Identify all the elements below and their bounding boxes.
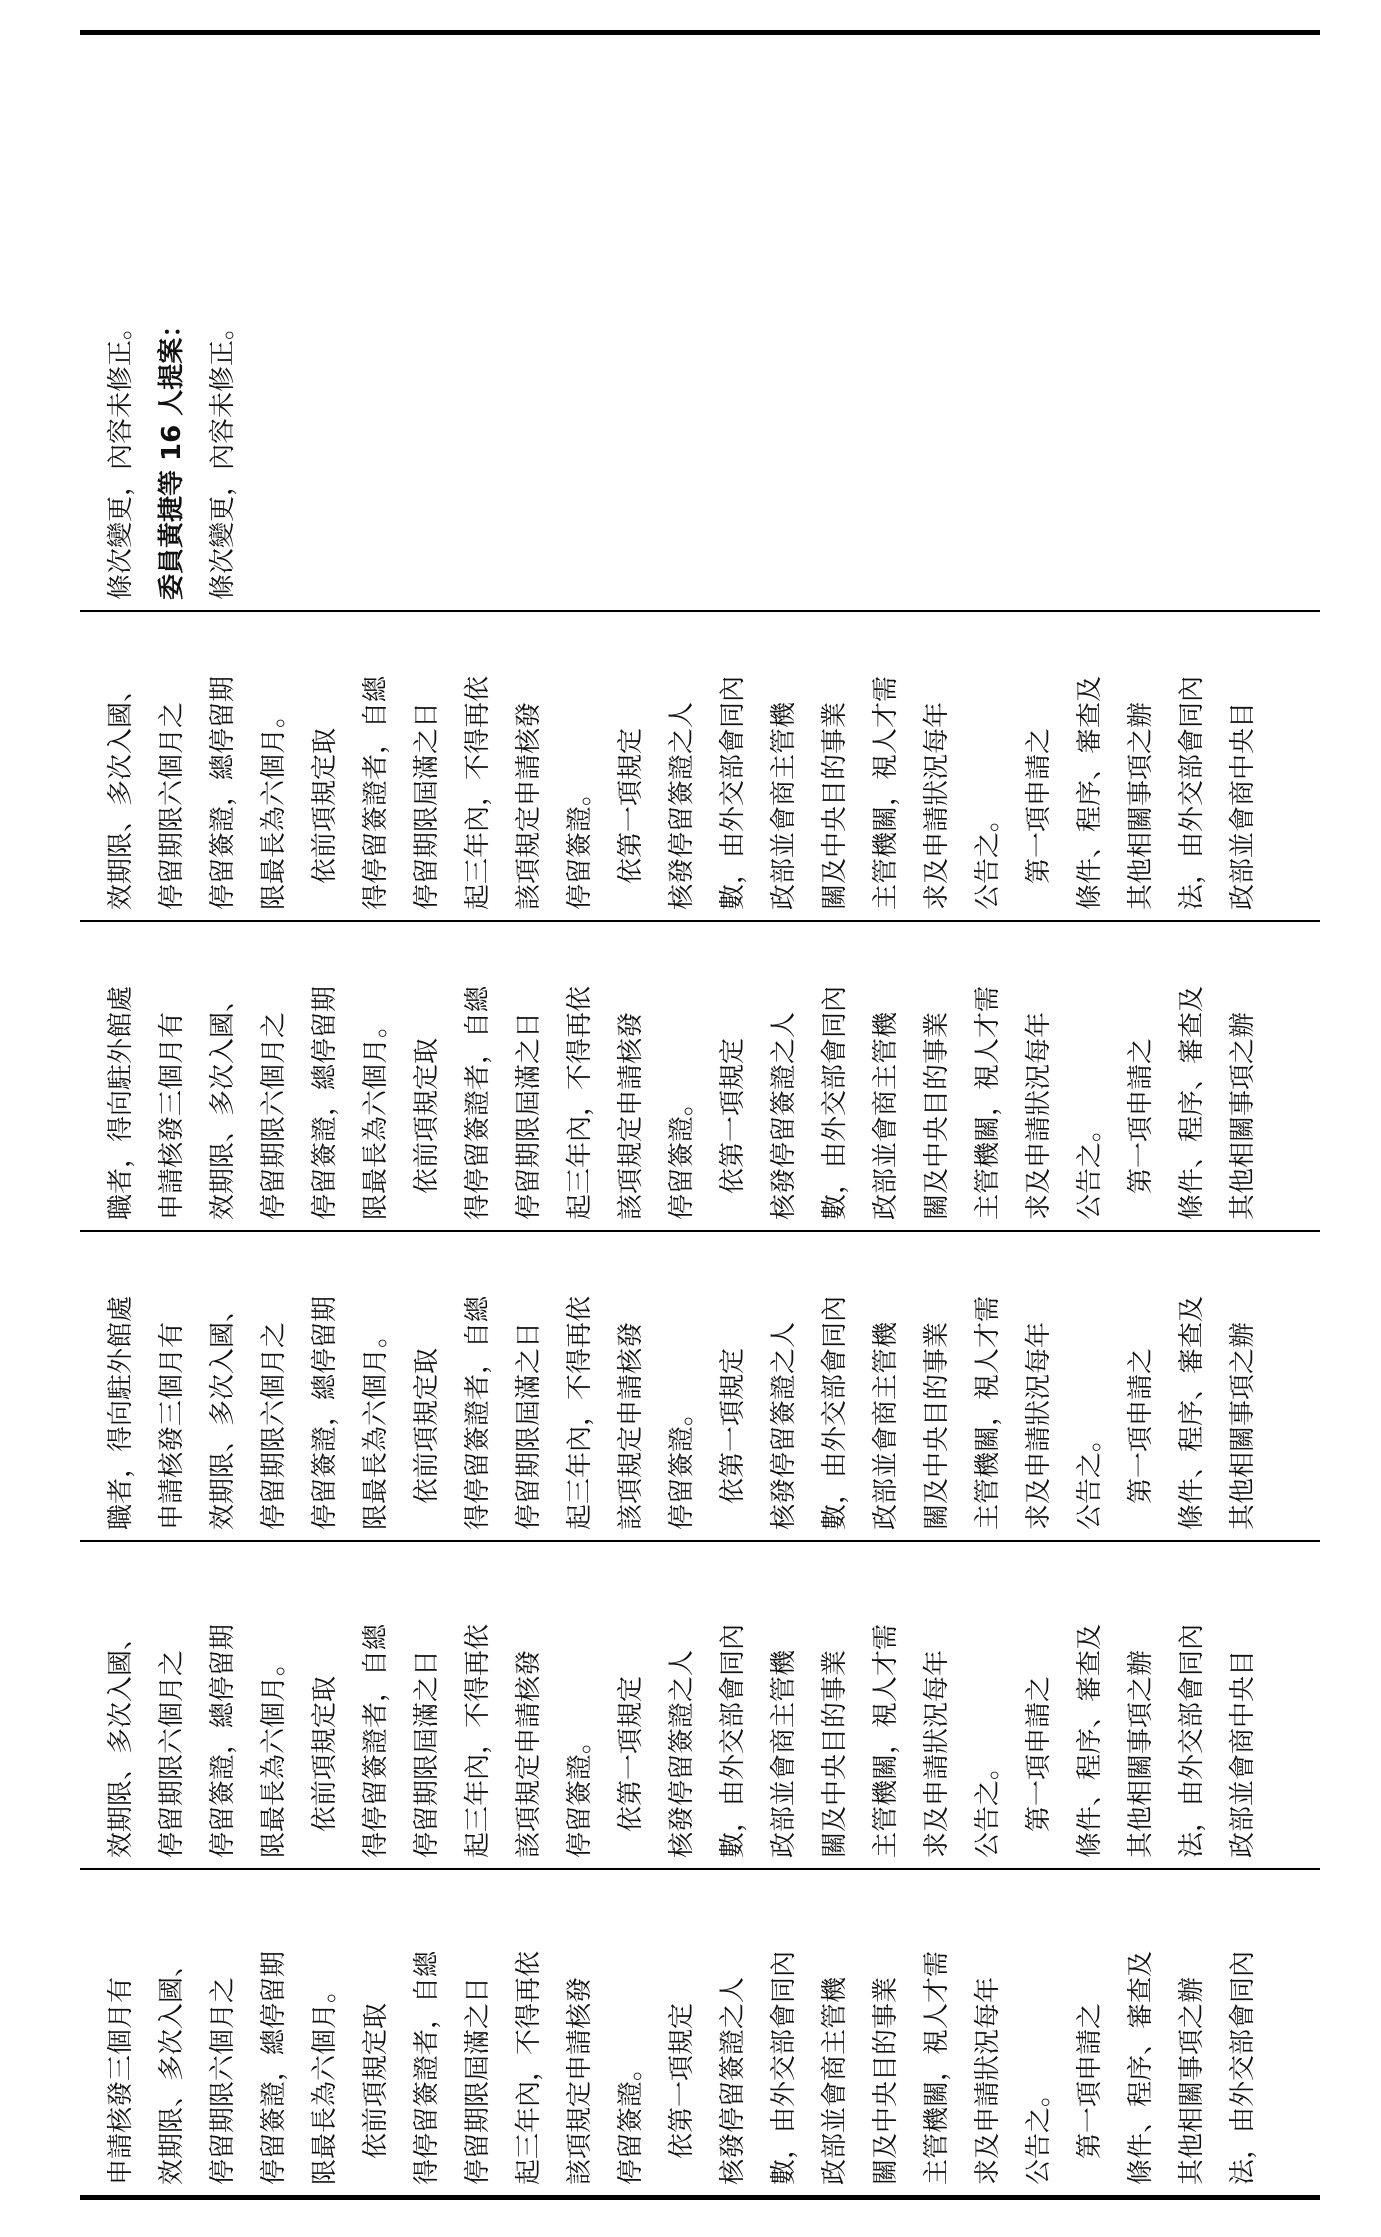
text-line: 核發停留簽證之人 bbox=[667, 701, 697, 910]
text-line: 關及中央目的事業 bbox=[922, 1321, 952, 1530]
text-line: 停留簽證。 bbox=[565, 1727, 595, 1858]
text-line: 主管機關，視人才需 bbox=[973, 985, 1003, 1220]
text-line: 得停留簽證者，自總 bbox=[412, 1950, 442, 2185]
text-line: 其他相關事項之辦 bbox=[1126, 1649, 1156, 1858]
text-line: 依第一項規定 bbox=[718, 1347, 748, 1530]
text-line: 停留簽證。 bbox=[667, 1399, 697, 1530]
section-divider bbox=[80, 1230, 1320, 1232]
section-divider bbox=[80, 610, 1320, 612]
text-line: 停留簽證。 bbox=[616, 2054, 646, 2185]
text-line: 停留期限六個月之 bbox=[259, 1321, 289, 1530]
text-line: 法，由外交部會同內 bbox=[1177, 1623, 1207, 1858]
text-line: 求及申請狀況每年 bbox=[1024, 1321, 1054, 1530]
text-line: 數，由外交部會同內 bbox=[718, 675, 748, 910]
section-divider bbox=[80, 1540, 1320, 1542]
text-line: 公告之。 bbox=[973, 1753, 1003, 1858]
text-line: 停留期限屆滿之日 bbox=[463, 1976, 493, 2185]
text-line: 數，由外交部會同內 bbox=[769, 1950, 799, 2185]
text-line: 依前項規定取 bbox=[412, 1037, 442, 1220]
text-line: 依第一項規定 bbox=[718, 1037, 748, 1220]
text-line: 公告之。 bbox=[973, 805, 1003, 910]
text-line: 法，由外交部會同內 bbox=[1177, 675, 1207, 910]
text-line: 委員黃捷等 16 人提案： bbox=[157, 311, 187, 600]
text-line: 停留期限屆滿之日 bbox=[514, 1011, 544, 1220]
text-line: 該項規定申請核發 bbox=[514, 1649, 544, 1858]
text-line: 起三年內，不得再依 bbox=[565, 1295, 595, 1530]
text-line: 政部並會商主管機 bbox=[769, 701, 799, 910]
text-line: 效期限、多次入國、 bbox=[208, 985, 238, 1220]
text-line: 停留期限六個月之 bbox=[157, 1649, 187, 1858]
text-line: 主管機關，視人才需 bbox=[922, 1950, 952, 2185]
text-line: 條次變更，內容未修正。 bbox=[106, 313, 136, 600]
text-line: 停留期限屆滿之日 bbox=[514, 1321, 544, 1530]
text-line: 主管機關，視人才需 bbox=[973, 1295, 1003, 1530]
section-s4 bbox=[96, 1296, 1269, 1530]
text-line: 求及申請狀況每年 bbox=[1024, 1011, 1054, 1220]
text-line: 停留簽證。 bbox=[667, 1089, 697, 1220]
text-line: 求及申請狀況每年 bbox=[922, 701, 952, 910]
text-line: 依前項規定取 bbox=[310, 727, 340, 910]
text-line: 該項規定申請核發 bbox=[616, 1321, 646, 1530]
text-line: 申請核發三個月有 bbox=[157, 1011, 187, 1220]
text-line: 第一項申請之 bbox=[1024, 727, 1054, 910]
text-line: 條次變更，內容未修正。 bbox=[208, 313, 238, 600]
text-line: 停留期限屆滿之日 bbox=[412, 701, 442, 910]
text-line: 政部並會商主管機 bbox=[769, 1649, 799, 1858]
text-line: 停留簽證，總停留期 bbox=[259, 1950, 289, 2185]
text-line: 主管機關，視人才需 bbox=[871, 675, 901, 910]
text-line: 數，由外交部會同內 bbox=[820, 985, 850, 1220]
text-line: 依第一項規定 bbox=[616, 1675, 646, 1858]
top-rule bbox=[80, 30, 1320, 35]
text-line: 核發停留簽證之人 bbox=[769, 1011, 799, 1220]
text-line: 停留簽證，總停留期 bbox=[208, 675, 238, 910]
text-line: 限最長為六個月。 bbox=[310, 1976, 340, 2185]
text-line: 起三年內，不得再依 bbox=[463, 1623, 493, 1858]
text-line: 公告之。 bbox=[1024, 2080, 1054, 2185]
text-line: 關及中央目的事業 bbox=[871, 1976, 901, 2185]
text-line: 起三年內，不得再依 bbox=[463, 675, 493, 910]
text-line: 停留期限六個月之 bbox=[259, 1011, 289, 1220]
text-line: 限最長為六個月。 bbox=[361, 1321, 391, 1530]
text-line: 求及申請狀況每年 bbox=[922, 1649, 952, 1858]
text-line: 限最長為六個月。 bbox=[259, 1649, 289, 1858]
text-line: 依第一項規定 bbox=[616, 727, 646, 910]
text-line: 該項規定申請核發 bbox=[514, 701, 544, 910]
section-s5 bbox=[96, 1624, 1269, 1858]
text-line: 第一項申請之 bbox=[1075, 2002, 1105, 2185]
text-line: 得停留簽證者，自總 bbox=[463, 1295, 493, 1530]
text-line: 申請核發三個月有 bbox=[157, 1321, 187, 1530]
text-line: 條件、程序、審查及 bbox=[1177, 1295, 1207, 1530]
text-line: 停留簽證。 bbox=[565, 779, 595, 910]
text-line: 求及申請狀況每年 bbox=[973, 1976, 1003, 2185]
bottom-rule bbox=[80, 2195, 1320, 2200]
text-line: 政部並會商中央目 bbox=[1228, 1649, 1258, 1858]
text-line: 依前項規定取 bbox=[412, 1347, 442, 1530]
text-line: 核發停留簽證之人 bbox=[769, 1321, 799, 1530]
text-line: 核發停留簽證之人 bbox=[718, 1976, 748, 2185]
text-line: 其他相關事項之辦 bbox=[1228, 1011, 1258, 1220]
text-line: 第一項申請之 bbox=[1126, 1347, 1156, 1530]
text-line: 停留期限六個月之 bbox=[157, 701, 187, 910]
text-line: 限最長為六個月。 bbox=[361, 1011, 391, 1220]
text-line: 停留期限六個月之 bbox=[208, 1976, 238, 2185]
text-line: 停留簽證，總停留期 bbox=[208, 1623, 238, 1858]
text-line: 效期限、多次入國、 bbox=[157, 1950, 187, 2185]
text-line: 數，由外交部會同內 bbox=[820, 1295, 850, 1530]
section-divider bbox=[80, 1868, 1320, 1870]
text-line: 條件、程序、審查及 bbox=[1126, 1950, 1156, 2185]
text-line: 效期限、多次入國、 bbox=[208, 1295, 238, 1530]
text-line: 起三年內，不得再依 bbox=[565, 985, 595, 1220]
text-line: 該項規定申請核發 bbox=[616, 1011, 646, 1220]
text-line: 其他相關事項之辦 bbox=[1177, 1976, 1207, 2185]
text-line: 政部並會商中央目 bbox=[1228, 701, 1258, 910]
text-line: 得停留簽證者，自總 bbox=[463, 985, 493, 1220]
text-line: 效期限、多次入國、 bbox=[106, 1623, 136, 1858]
section-s3 bbox=[96, 986, 1269, 1220]
text-line: 條件、程序、審查及 bbox=[1075, 1623, 1105, 1858]
text-line: 公告之。 bbox=[1075, 1115, 1105, 1220]
section-s1 bbox=[96, 312, 249, 600]
text-line: 得停留簽證者，自總 bbox=[361, 675, 391, 910]
text-line: 其他相關事項之辦 bbox=[1228, 1321, 1258, 1530]
text-line: 依前項規定取 bbox=[310, 1675, 340, 1858]
text-line: 起三年內，不得再依 bbox=[514, 1950, 544, 2185]
text-line: 主管機關，視人才需 bbox=[871, 1623, 901, 1858]
text-line: 核發停留簽證之人 bbox=[667, 1649, 697, 1858]
text-line: 依第一項規定 bbox=[667, 2002, 697, 2185]
text-line: 政部並會商主管機 bbox=[820, 1976, 850, 2185]
text-line: 政部並會商主管機 bbox=[871, 1321, 901, 1530]
text-line: 得停留簽證者，自總 bbox=[361, 1623, 391, 1858]
text-line: 第一項申請之 bbox=[1126, 1037, 1156, 1220]
text-line: 職者，得向駐外館處 bbox=[106, 985, 136, 1220]
text-line: 限最長為六個月。 bbox=[259, 701, 289, 910]
text-line: 政部並會商主管機 bbox=[871, 1011, 901, 1220]
text-line: 條件、程序、審查及 bbox=[1177, 985, 1207, 1220]
text-line: 第一項申請之 bbox=[1024, 1675, 1054, 1858]
text-line: 該項規定申請核發 bbox=[565, 1976, 595, 2185]
section-divider bbox=[80, 920, 1320, 922]
text-line: 關及中央目的事業 bbox=[820, 701, 850, 910]
text-line: 依前項規定取 bbox=[361, 2002, 391, 2185]
section-s6 bbox=[96, 1951, 1269, 2185]
text-line: 關及中央目的事業 bbox=[820, 1649, 850, 1858]
text-line: 職者，得向駐外館處 bbox=[106, 1295, 136, 1530]
text-line: 申請核發三個月有 bbox=[106, 1976, 136, 2185]
text-line: 效期限、多次入國、 bbox=[106, 675, 136, 910]
text-line: 其他相關事項之辦 bbox=[1126, 701, 1156, 910]
text-line: 公告之。 bbox=[1075, 1425, 1105, 1530]
text-line: 停留簽證，總停留期 bbox=[310, 1295, 340, 1530]
text-line: 停留期限屆滿之日 bbox=[412, 1649, 442, 1858]
section-s2 bbox=[96, 676, 1269, 910]
text-line: 法，由外交部會同內 bbox=[1228, 1950, 1258, 2185]
text-line: 關及中央目的事業 bbox=[922, 1011, 952, 1220]
text-line: 數，由外交部會同內 bbox=[718, 1623, 748, 1858]
text-line: 停留簽證，總停留期 bbox=[310, 985, 340, 1220]
text-line: 條件、程序、審查及 bbox=[1075, 675, 1105, 910]
